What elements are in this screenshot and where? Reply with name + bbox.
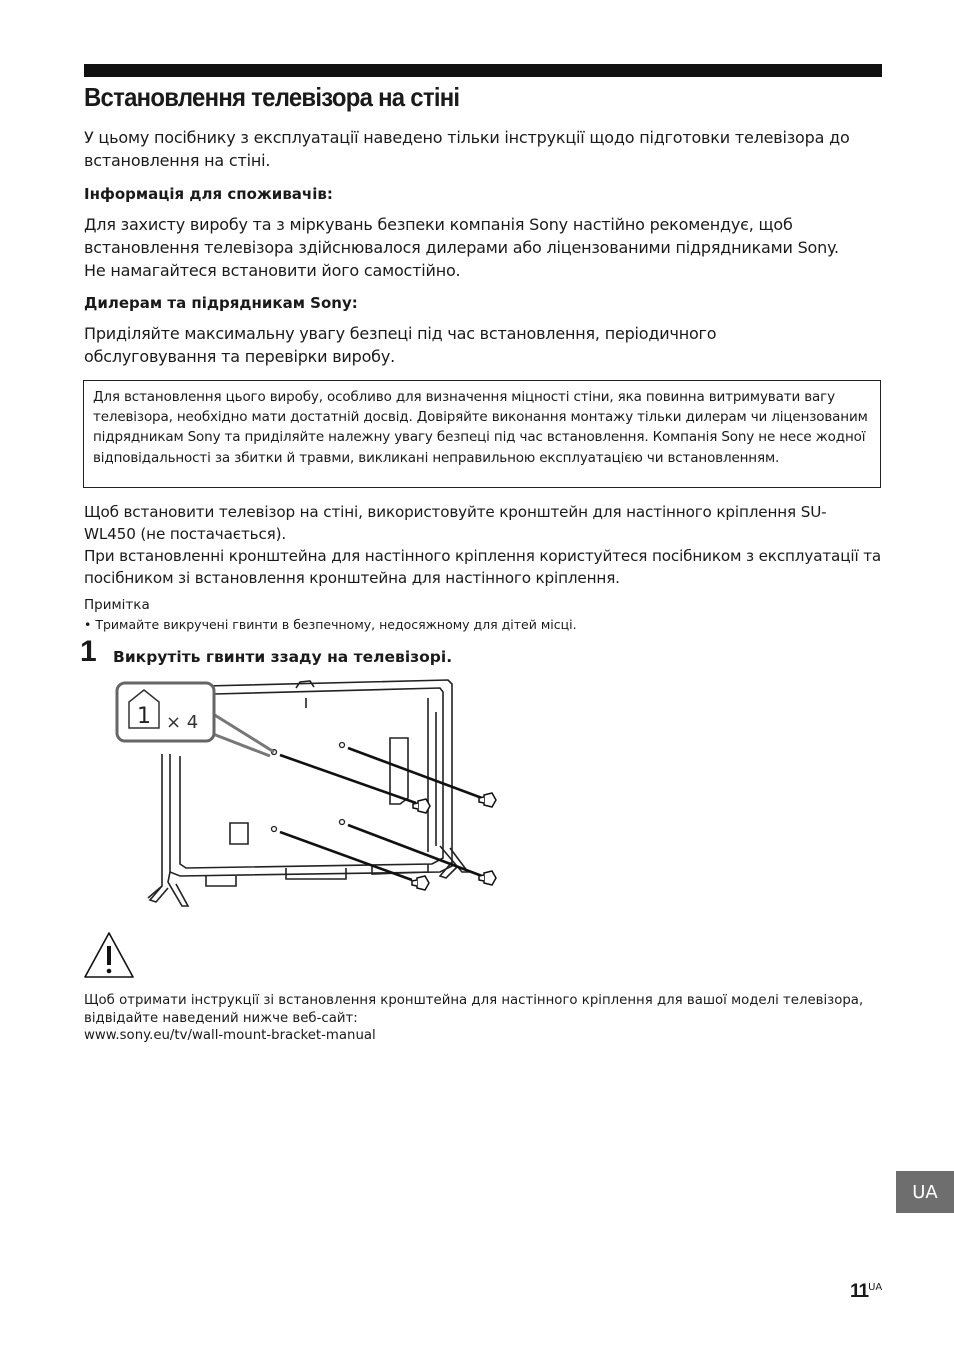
callout-leader — [213, 714, 274, 756]
screw-icon — [479, 793, 496, 807]
screw-guide-line — [348, 748, 482, 798]
screw-hole — [340, 743, 345, 748]
screw-icon — [413, 799, 430, 813]
intro-paragraph: У цьому посібнику з експлуатації наведено тільки інструкції щодо підготовки телевізора до встановлення на стіні. — [84, 128, 850, 170]
page-number — [850, 1281, 882, 1303]
badge-number: 1 — [137, 704, 151, 729]
page-number-value: 11 — [850, 1281, 869, 1302]
warning-triangle-icon — [82, 930, 136, 980]
footer-text — [84, 992, 884, 1045]
screw-icon — [479, 871, 496, 885]
warning-box: Для встановлення цього виробу, особливо для визначення міцності стіни, яка повинна витримувати вагу телевізора, необхідно мати достатній досвід. Довіряйте виконання монтажу тільки дилерам чи ліцензованим підрядникам Sony та приділяйте належну увагу безпеці під час встановлення. Компанія Sony не несе жодної відповідальності за збитки й травми, викликані неправильною експлуатацією чи встановленням. — [83, 380, 881, 488]
consumers-heading: Інформація для споживачів: — [84, 185, 333, 203]
screw-hole — [272, 827, 277, 832]
step-text: Викрутіть гвинти ззаду на телевізорі. — [113, 648, 453, 666]
footer-instructions: Щоб отримати інструкції зі встановлення кронштейна для настінного кріплення для вашої моделі телевізора, відвідайте наведений нижче веб-сайт: — [84, 993, 864, 1026]
screw-count-badge — [117, 683, 214, 741]
step-number: 1 — [80, 635, 97, 668]
top-rule — [84, 64, 882, 77]
badge-count: × 4 — [166, 712, 199, 733]
screw-guide-line — [348, 825, 482, 876]
consumers-paragraph: Для захисту виробу та з міркувань безпеки компанія Sony настійно рекомендує, щоб встановлення телевізора здійснювалося дилерами або ліцензованими підрядниками Sony. Не намагайтеся встановити його самостійно. — [84, 215, 839, 280]
dealers-paragraph: Приділяйте максимальну увагу безпеці під час встановлення, періодичного обслуговування та перевірки виробу. — [84, 324, 717, 366]
screw-guide-line — [280, 755, 416, 803]
screw-hole — [340, 820, 345, 825]
dealers-heading: Дилерам та підрядникам Sony: — [84, 294, 358, 312]
note-label: Примітка — [84, 597, 150, 613]
page-number-suffix: UA — [868, 1282, 883, 1293]
tv-back-screws-diagram — [110, 676, 510, 916]
page-title: Встановлення телевізора на стіні — [84, 82, 460, 112]
language-tab: UA — [896, 1171, 954, 1213]
bracket-paragraph-1: Щоб встановити телевізор на стіні, використовуйте кронштейн для настінного кріплення SU-WL450 (не постачається). — [84, 503, 827, 543]
footer-url: www.sony.eu/tv/wall-mount-bracket-manual — [84, 1028, 376, 1043]
screw-icon — [412, 876, 429, 890]
bracket-paragraph-2: При встановленні кронштейна для настінного кріплення користуйтеся посібником з експлуатації та посібником зі встановлення кронштейна для настінного кріплення. — [84, 547, 882, 587]
note-item: • Тримайте викручені гвинти в безпечному, недосяжному для дітей місці. — [84, 617, 577, 632]
